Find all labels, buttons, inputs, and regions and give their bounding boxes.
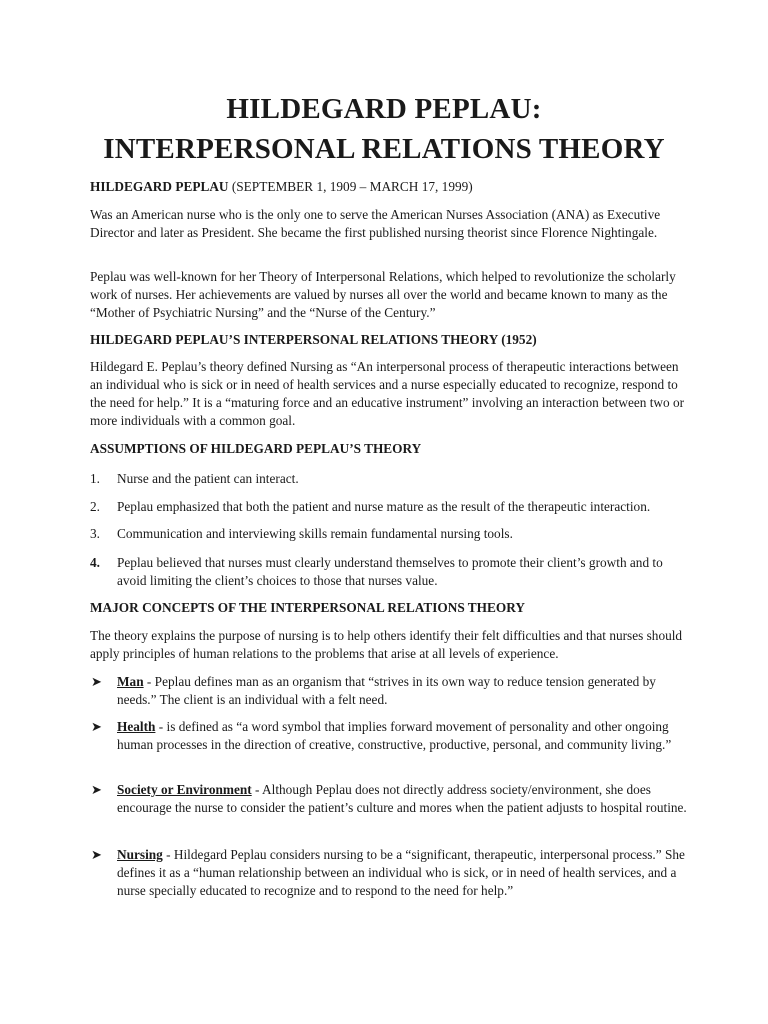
title-line-2: INTERPERSONAL RELATIONS THEORY: [103, 133, 665, 165]
concept-description: - is defined as “a word symbol that implies forward movement of personality and other ongoing human processes in the direction of creative, constructive, productive, personal, and community living.”: [117, 719, 672, 752]
arrowhead-bullet-icon: ➤: [91, 782, 102, 797]
concept-description: - Hildegard Peplau considers nursing to be a “significant, therapeutic, interpersonal process.” She defines it as a “human relationship between an individual who is sick, or in need of health services, and a nurse specially educated to recognize and to respond to the need for help.”: [117, 847, 685, 898]
assumption-text: Nurse and the patient can interact.: [117, 471, 299, 486]
assumptions-heading: ASSUMPTIONS OF HILDEGARD PEPLAU’S THEORY: [90, 441, 422, 456]
theory-paragraph: Hildegard E. Peplau’s theory defined Nursing as “An interpersonal process of therapeutic interactions between an individual who is sick or in need of health services and a nurse especially educated to recognize, respond to the need for help.” It is a “maturing force and an educative instrument” involving an interaction between two or more individuals with a common goal.: [90, 359, 685, 428]
concepts-paragraph: The theory explains the purpose of nursing is to help others identify their felt difficulties and that nurses should apply principles of human relations to the problems that arise at all levels of experience.: [90, 628, 683, 661]
concept-term: Nursing: [117, 847, 163, 862]
life-dates: (SEPTEMBER 1, 1909 – MARCH 17, 1999): [228, 179, 473, 194]
assumption-text: Peplau believed that nurses must clearly understand themselves to promote their client’s growth and to avoid limiting the client’s choices to those that nurses value.: [117, 555, 663, 588]
concept-description: - Peplau defines man as an organism that “strives in its own way to reduce tension generated by needs.” The client is an individual with a felt need.: [117, 674, 656, 707]
concept-item: [117, 673, 691, 709]
concept-item: [117, 781, 691, 817]
assumption-number: 2.: [90, 499, 100, 514]
assumption-number: 4.: [90, 555, 100, 570]
concept-term: Society or Environment: [117, 782, 252, 797]
theory-heading: HILDEGARD PEPLAU’S INTERPERSONAL RELATIONS THEORY (1952): [90, 332, 537, 347]
arrowhead-bullet-icon: ➤: [91, 719, 102, 734]
intro-paragraph-2: Peplau was well-known for her Theory of Interpersonal Relations, which helped to revolutionize the scholarly work of nurses. Her achievements are valued by nurses all over the world and became known to many as the “Mother of Psychiatric Nursing” and the “Nurse of the Century.”: [90, 269, 676, 320]
assumption-text: Peplau emphasized that both the patient and nurse mature as the result of the therapeutic interaction.: [117, 499, 651, 514]
arrowhead-bullet-icon: ➤: [91, 674, 102, 689]
concept-term: Man: [117, 674, 144, 689]
assumption-text: Communication and interviewing skills remain fundamental nursing tools.: [117, 526, 513, 541]
concept-term: Health: [117, 719, 156, 734]
concept-item: [117, 718, 691, 754]
title-line-1: HILDEGARD PEPLAU:: [226, 93, 542, 125]
concept-item: [117, 846, 691, 900]
assumption-number: 3.: [90, 526, 100, 541]
assumption-number: 1.: [90, 471, 100, 486]
arrowhead-bullet-icon: ➤: [91, 847, 102, 862]
concepts-heading: MAJOR CONCEPTS OF THE INTERPERSONAL RELATIONS THEORY: [90, 600, 525, 615]
intro-paragraph-1: Was an American nurse who is the only one to serve the American Nurses Association (ANA) as Executive Director and later as President. She became the first published nursing theorist since Florence Nightingale.: [90, 207, 661, 240]
intro-line: [90, 178, 690, 196]
concept-description: - Although Peplau does not directly address society/environment, she does encourage the nurse to consider the patient’s culture and mores when the patient adjusts to hospital routine.: [117, 782, 687, 815]
person-name: HILDEGARD PEPLAU: [90, 179, 229, 194]
